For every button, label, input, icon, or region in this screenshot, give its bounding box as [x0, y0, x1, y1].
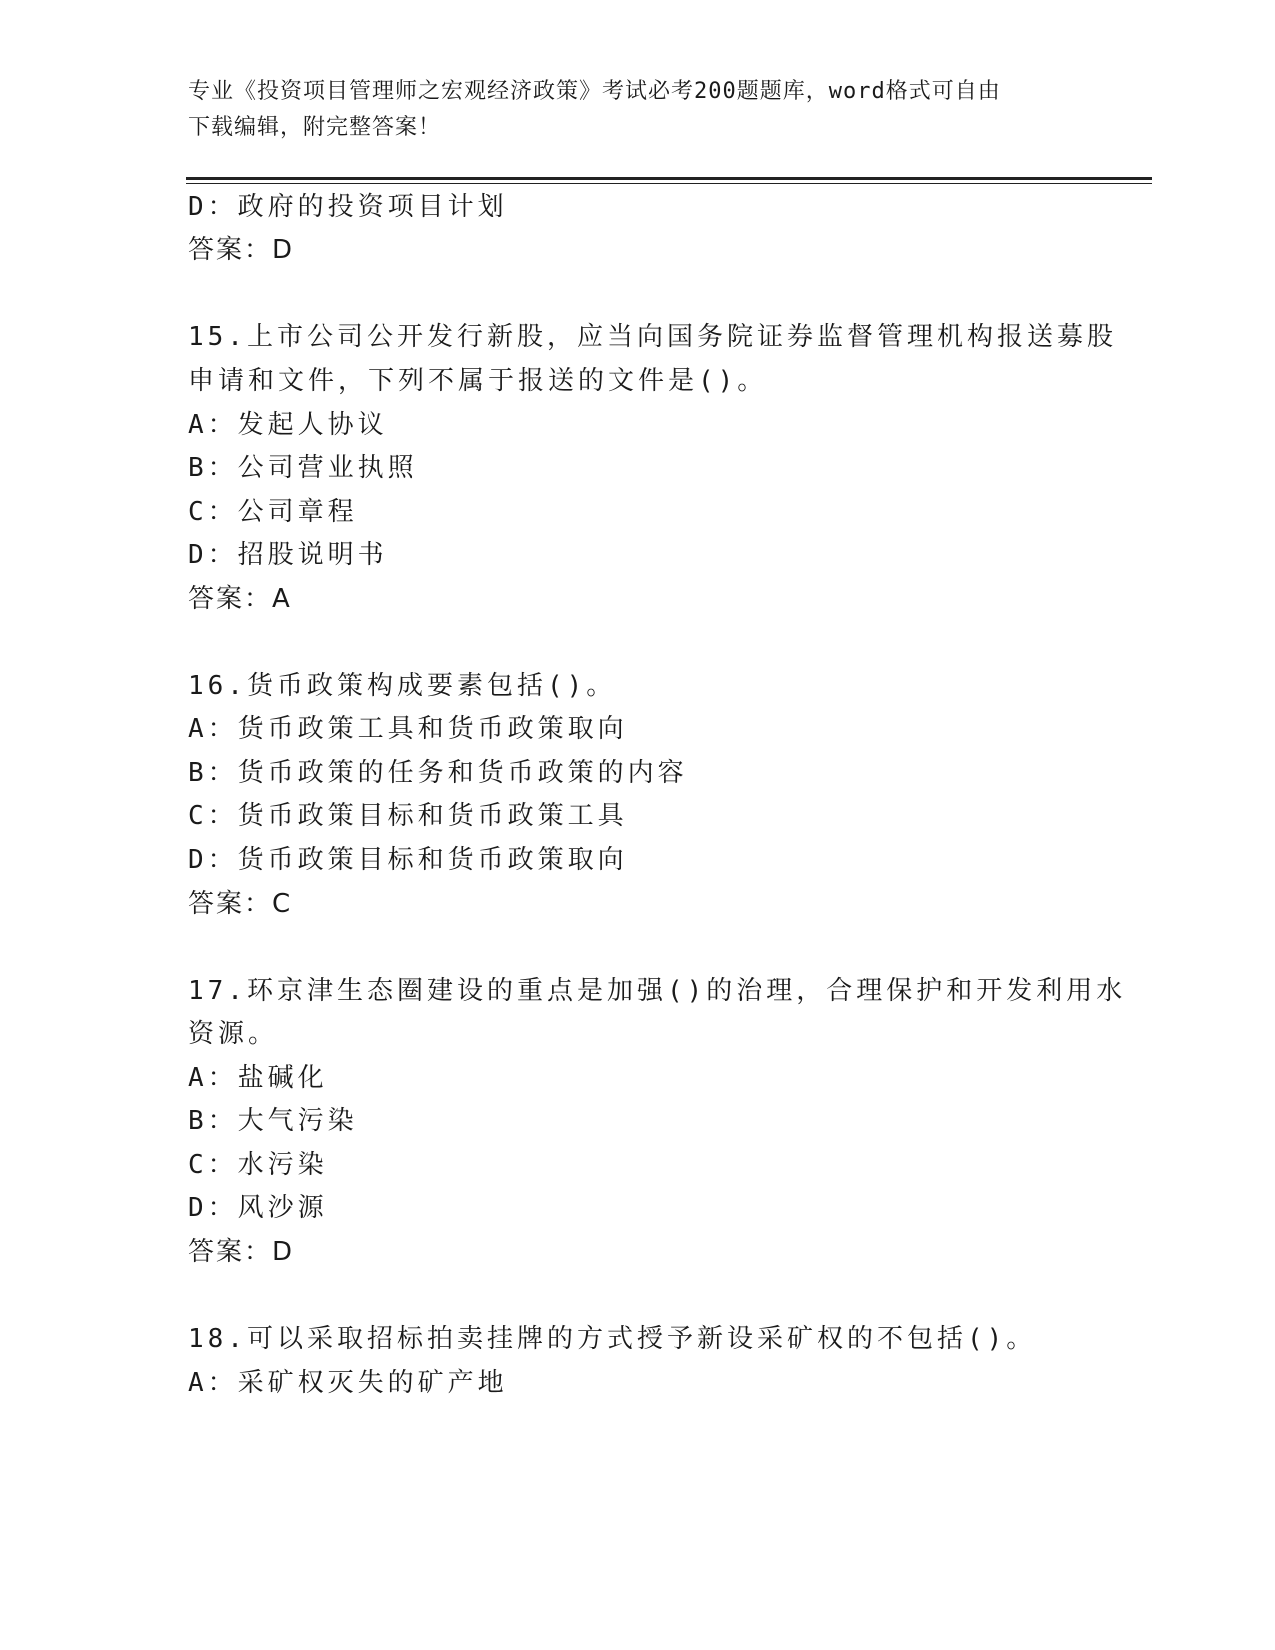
prev-option-d: D：政府的投资项目计划 [188, 192, 508, 222]
prev-answer: 答案：D [188, 235, 295, 265]
q15-option-b: B：公司营业执照 [188, 453, 418, 483]
q15-option-c: C：公司章程 [188, 497, 358, 527]
q17-option-a: A：盐碱化 [188, 1063, 328, 1093]
q16-option-a: A：货币政策工具和货币政策取向 [188, 714, 628, 744]
q16-option-d: D：货币政策目标和货币政策取向 [188, 845, 628, 875]
q18-stem: 18.可以采取招标拍卖挂牌的方式授予新设采矿权的不包括()。 [188, 1324, 1037, 1354]
q15-answer: 答案：A [188, 584, 292, 614]
q17-answer: 答案：D [188, 1237, 295, 1267]
q15-stem-line-2: 申请和文件，下列不属于报送的文件是()。 [188, 366, 768, 396]
q16-stem: 16.货币政策构成要素包括()。 [188, 671, 617, 701]
header-line-1: 专业《投资项目管理师之宏观经济政策》考试必考200题题库，word格式可自由 [188, 79, 1001, 104]
document-header [188, 74, 1068, 146]
q17-stem-line-1: 17.环京津生态圈建设的重点是加强()的治理，合理保护和开发利用水 [188, 976, 1127, 1006]
q16-option-c: C：货币政策目标和货币政策工具 [188, 801, 628, 831]
q17-option-b: B：大气污染 [188, 1106, 358, 1136]
q16-option-b: B：货币政策的任务和货币政策的内容 [188, 758, 688, 788]
header-divider-thick [186, 177, 1152, 180]
header-line-2: 下载编辑，附完整答案！ [188, 115, 442, 140]
q15-option-d: D：招股说明书 [188, 540, 388, 570]
q15-stem-line-1: 15.上市公司公开发行新股，应当向国务院证券监督管理机构报送募股 [188, 322, 1117, 352]
q15-option-a: A：发起人协议 [188, 410, 388, 440]
q17-option-c: C：水污染 [188, 1150, 328, 1180]
q17-stem-line-2: 资源。 [188, 1019, 279, 1049]
q16-answer: 答案：C [188, 889, 293, 919]
q18-option-a: A：采矿权灭失的矿产地 [188, 1368, 508, 1398]
q17-option-d: D：风沙源 [188, 1193, 328, 1223]
header-divider-thin [186, 183, 1152, 184]
